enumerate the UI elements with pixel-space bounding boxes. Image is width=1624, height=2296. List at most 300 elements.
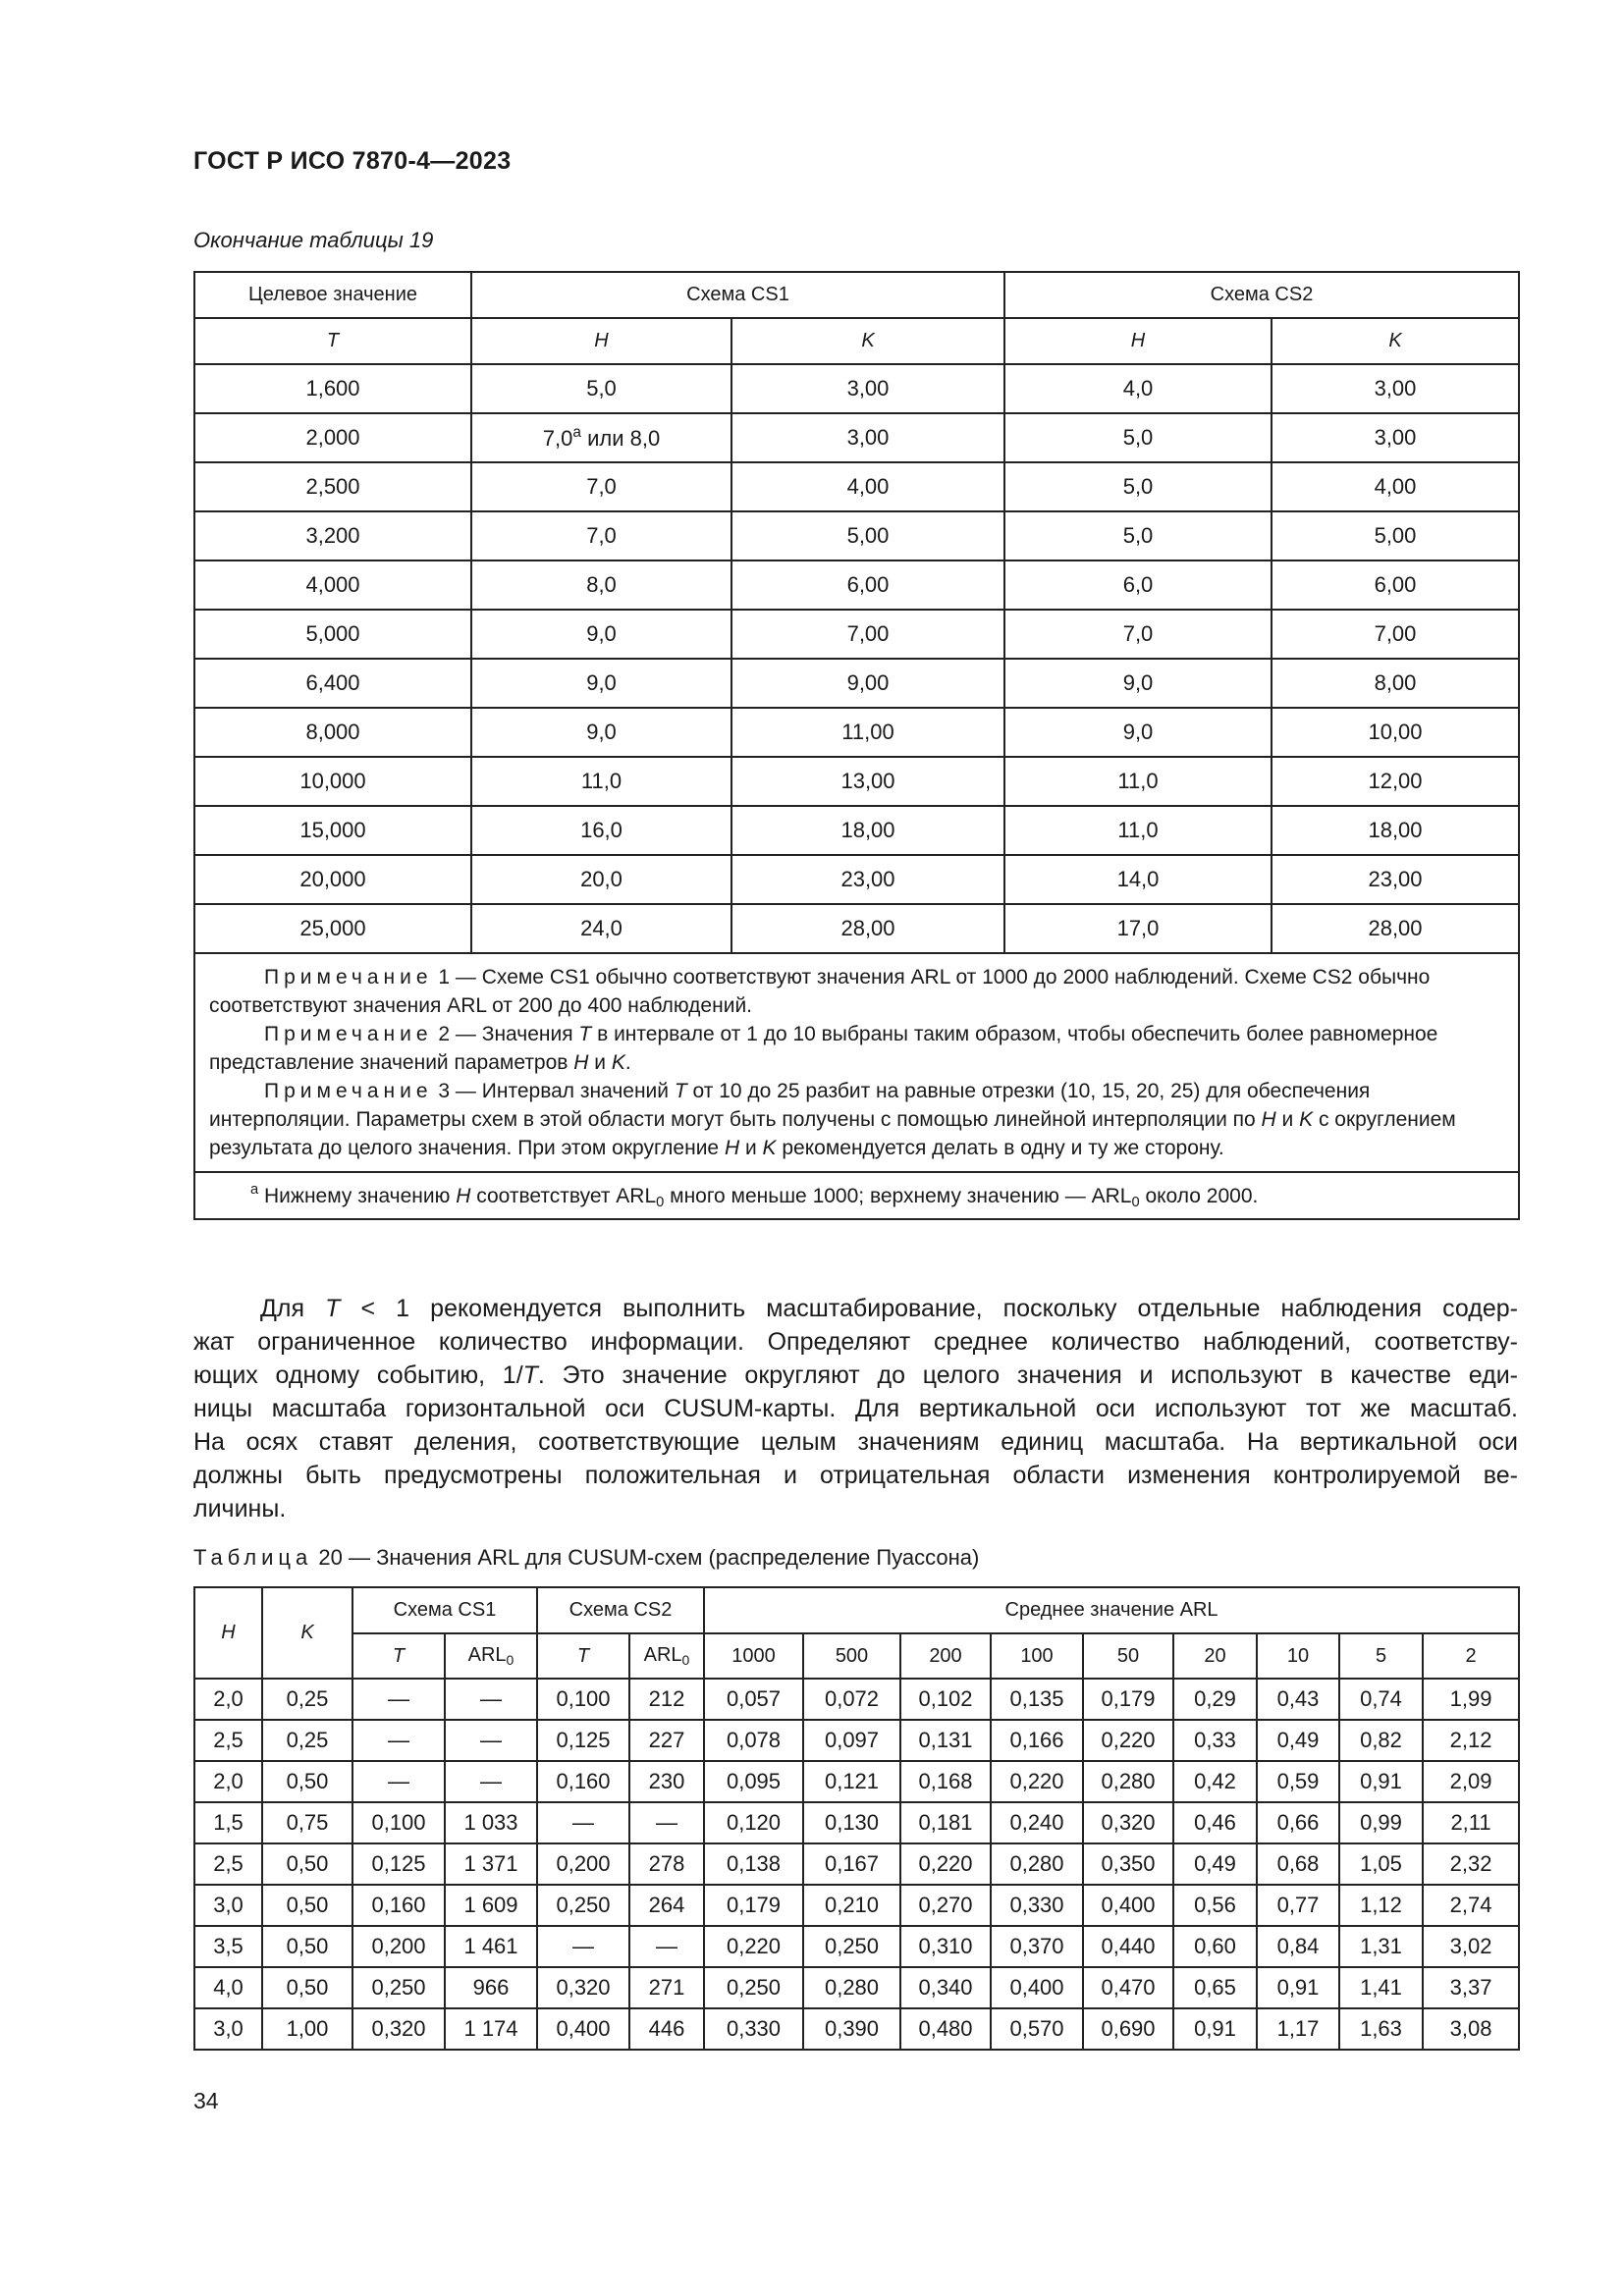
table-19-footnote-row — [194, 1172, 1519, 1219]
header-cs2-arl0 — [629, 1633, 704, 1679]
table-cell: 2,09 — [1423, 1761, 1519, 1802]
cell-value: 8,000 — [305, 720, 360, 744]
table-cell: 0,330 — [991, 1885, 1083, 1926]
footnote-text: много меньше 1000; верхнему значению — ARL — [664, 1184, 1132, 1207]
table-cell: 0,220 — [991, 1761, 1083, 1802]
footnote-text: Нижнему значению — [258, 1184, 457, 1207]
table-cell — [194, 462, 471, 511]
table-cell — [731, 462, 1004, 511]
table-cell — [731, 364, 1004, 413]
table-cell: 0,100 — [537, 1679, 629, 1720]
table-cell — [731, 413, 1004, 462]
table-cell: 1,99 — [1423, 1679, 1519, 1720]
table-cell: 0,56 — [1173, 1885, 1257, 1926]
cell-value: 11,0 — [1117, 818, 1159, 842]
table-cell: 2,0 — [194, 1761, 262, 1802]
table-row — [194, 1885, 1519, 1926]
table-cell: 0,131 — [900, 1720, 991, 1761]
table-cell: 0,095 — [704, 1761, 803, 1802]
table-row — [194, 364, 1519, 413]
table-cell: 0,25 — [262, 1720, 352, 1761]
table-cell: 0,330 — [704, 2008, 803, 2050]
header-k: K — [262, 1587, 352, 1679]
table-cell: 0,49 — [1173, 1843, 1257, 1885]
table-cell: 0,74 — [1339, 1679, 1423, 1720]
cell-value: 10,00 — [1368, 720, 1423, 744]
table-cell: 0,82 — [1339, 1720, 1423, 1761]
table-cell: 0,320 — [352, 2008, 445, 2050]
cell-value: 15,000 — [299, 818, 366, 842]
footnote-text: около 2000. — [1139, 1184, 1259, 1207]
cell-value: 28,00 — [1368, 916, 1423, 940]
table-row — [194, 855, 1519, 904]
note-1 — [209, 963, 1504, 1020]
table-cell: 0,50 — [262, 1926, 352, 1967]
table-cell — [1004, 708, 1272, 757]
cell-value: 9,0 — [586, 720, 617, 744]
table-cell: 0,370 — [991, 1926, 1083, 1967]
table-row — [194, 462, 1519, 511]
table-cell: 0,400 — [537, 2008, 629, 2050]
header-scheme-cs2: Схема CS2 — [537, 1587, 704, 1633]
table-cell: 3,37 — [1423, 1967, 1519, 2008]
table-cell — [1004, 561, 1272, 610]
cell-value: 7,0 — [542, 426, 573, 451]
table-cell: 0,250 — [537, 1885, 629, 1926]
table-cell — [1004, 413, 1272, 462]
table-cell: 278 — [629, 1843, 704, 1885]
note-label: Примечание — [264, 966, 433, 988]
table-cell — [194, 855, 471, 904]
cell-value: 5,000 — [305, 621, 360, 646]
table-19-notes-row — [194, 953, 1519, 1172]
table-cell: 0,91 — [1173, 2008, 1257, 2050]
caption-text: 20 — Значения ARL для CUSUM-схем (распределение Пуассона) — [318, 1545, 980, 1570]
note-text: — Значения — [450, 1023, 579, 1045]
table-19-subheader-row — [194, 318, 1519, 364]
table-cell: 0,250 — [803, 1926, 900, 1967]
symbol-t: T — [578, 1023, 592, 1045]
header-scheme-cs1: Схема CS1 — [352, 1587, 537, 1633]
cell-value: 11,0 — [580, 769, 623, 793]
footnote-text: соответствует ARL — [470, 1184, 657, 1207]
table-cell: 446 — [629, 2008, 704, 2050]
cell-value: 5,0 — [1122, 474, 1154, 499]
table-cell — [1272, 659, 1519, 708]
note-label: Примечание — [264, 1023, 433, 1045]
symbol-t: T — [325, 1295, 341, 1322]
table-cell: 1,12 — [1339, 1885, 1423, 1926]
table-cell: 0,125 — [352, 1843, 445, 1885]
table-cell: 2,11 — [1423, 1802, 1519, 1843]
table-cell: 2,32 — [1423, 1843, 1519, 1885]
table-20-header-row — [194, 1587, 1519, 1633]
table-cell — [194, 659, 471, 708]
table-cell: 0,75 — [262, 1802, 352, 1843]
text: ющих одному событию, 1/ — [193, 1362, 523, 1389]
cell-value: 24,0 — [580, 916, 623, 940]
table-cell: 0,200 — [352, 1926, 445, 1967]
table-cell: 0,84 — [1257, 1926, 1339, 1967]
note-text: рекомендуется делать в одну и ту же сторону. — [776, 1137, 1224, 1159]
table-cell — [471, 757, 731, 806]
page-number: 34 — [193, 2088, 219, 2113]
table-cell — [731, 806, 1004, 855]
table-cell — [471, 610, 731, 659]
table-cell — [1272, 904, 1519, 953]
table-cell: 0,078 — [704, 1720, 803, 1761]
table-row — [194, 1720, 1519, 1761]
table-cell: 0,179 — [704, 1885, 803, 1926]
paragraph-line: ницы масштаба горизонтальной оси CUSUM-карты. Для вертикальной оси используют тот же масштаб. — [193, 1395, 1518, 1422]
header-arl-column: 20 — [1173, 1633, 1257, 1679]
text: ARL — [643, 1644, 682, 1666]
paragraph-line: жат ограниченное количество информации. Определяют среднее количество наблюдений, соответству- — [193, 1328, 1518, 1356]
cell-value: 3,200 — [305, 523, 360, 548]
note-text: в интервале от 1 до 10 выбраны таким образом, чтобы обеспечить более равномерное представление значений параметров — [209, 1023, 1438, 1074]
table-cell: 0,168 — [900, 1761, 991, 1802]
text: ARL — [467, 1644, 507, 1666]
table-cell: — — [445, 1720, 537, 1761]
cell-value: 4,00 — [1374, 474, 1417, 499]
symbol-k: K — [762, 1137, 777, 1159]
table-cell: 2,74 — [1423, 1885, 1519, 1926]
cell-value-suffix: или 8,0 — [580, 426, 661, 451]
table-row — [194, 1843, 1519, 1885]
table-cell: 3,5 — [194, 1926, 262, 1967]
table-cell — [471, 806, 731, 855]
table-cell: 0,480 — [900, 2008, 991, 2050]
cell-value: 9,00 — [846, 670, 890, 695]
symbol-h: H — [1261, 1108, 1276, 1131]
cell-value: 5,0 — [1122, 425, 1154, 450]
table-cell: 0,350 — [1083, 1843, 1173, 1885]
cell-value: 7,0 — [586, 523, 617, 548]
table-cell: 0,25 — [262, 1679, 352, 1720]
header-scheme-cs2: Схема CS2 — [1004, 272, 1519, 318]
table-cell — [194, 561, 471, 610]
table-cell: 0,210 — [803, 1885, 900, 1926]
table-row — [194, 1802, 1519, 1843]
table-cell: 0,50 — [262, 1761, 352, 1802]
table-cell: 0,280 — [1083, 1761, 1173, 1802]
cell-value: 16,0 — [580, 818, 623, 842]
cell-value: 7,00 — [1374, 621, 1417, 646]
paragraph-line: личины. — [193, 1495, 287, 1522]
table-cell — [1004, 610, 1272, 659]
table-cell: 0,33 — [1173, 1720, 1257, 1761]
table-cell: 0,50 — [262, 1843, 352, 1885]
header-cs1-k: K — [731, 318, 1004, 364]
caption-label: Таблица — [193, 1545, 313, 1570]
table-cell: 0,102 — [900, 1679, 991, 1720]
table-cell — [1272, 413, 1519, 462]
cell-value: 4,000 — [305, 572, 360, 597]
cell-value: 2,500 — [305, 474, 360, 499]
table-cell: 1,63 — [1339, 2008, 1423, 2050]
cell-value: 12,00 — [1368, 769, 1423, 793]
table-cell — [194, 511, 471, 561]
note-text: от 10 до 25 разбит на равные отрезки (10, 15, 20, 25) для обеспечения интерполяции. Параметры схем в этой области могут быть получены с помощью линейной интерполяции по — [209, 1080, 1371, 1131]
table-cell: 1,41 — [1339, 1967, 1423, 2008]
table-cell: 0,072 — [803, 1679, 900, 1720]
note-number: 1 — [438, 966, 451, 988]
table-cell — [1272, 610, 1519, 659]
table-cell: 3,0 — [194, 1885, 262, 1926]
table-cell — [1004, 511, 1272, 561]
table-cell: 0,60 — [1173, 1926, 1257, 1967]
header-arl-column: 50 — [1083, 1633, 1173, 1679]
table-cell — [731, 708, 1004, 757]
table-cell: 0,280 — [991, 1843, 1083, 1885]
table-cell: 0,310 — [900, 1926, 991, 1967]
header-cs1-h: H — [471, 318, 731, 364]
cell-value: 8,00 — [1374, 670, 1417, 695]
cell-value: 6,00 — [846, 572, 890, 597]
note-text: и — [588, 1051, 612, 1074]
table-row — [194, 757, 1519, 806]
table-cell: 3,02 — [1423, 1926, 1519, 1967]
cell-value: 25,000 — [299, 916, 366, 940]
table-cell: 0,120 — [704, 1802, 803, 1843]
note-label: Примечание — [264, 1080, 433, 1102]
table-cell: 1 033 — [445, 1802, 537, 1843]
table-cell — [1004, 855, 1272, 904]
cell-value: 17,0 — [1116, 916, 1160, 940]
table-cell: 0,99 — [1339, 1802, 1423, 1843]
table-cell: 966 — [445, 1967, 537, 2008]
header-h: H — [194, 1587, 262, 1679]
header-arl-column: 200 — [900, 1633, 991, 1679]
cell-value: 20,0 — [580, 867, 623, 891]
table-cell: — — [352, 1679, 445, 1720]
table-cell: 0,179 — [1083, 1679, 1173, 1720]
cell-value: 18,00 — [840, 818, 895, 842]
table-cell: 0,250 — [704, 1967, 803, 2008]
cell-value: 9,0 — [1122, 670, 1154, 695]
cell-value: 5,0 — [1122, 523, 1154, 548]
table-cell: 0,340 — [900, 1967, 991, 2008]
note-2 — [209, 1020, 1504, 1077]
symbol-h: H — [573, 1051, 589, 1074]
table-row — [194, 1679, 1519, 1720]
table-row — [194, 659, 1519, 708]
table-cell — [471, 904, 731, 953]
table-cell: 0,470 — [1083, 1967, 1173, 2008]
note-3 — [209, 1077, 1504, 1162]
cell-value: 7,00 — [846, 621, 890, 646]
table-cell: 1,00 — [262, 2008, 352, 2050]
table-cell: 0,138 — [704, 1843, 803, 1885]
table-20-subheader-row — [194, 1633, 1519, 1679]
table-row — [194, 806, 1519, 855]
table-cell — [731, 855, 1004, 904]
table-cell: 0,29 — [1173, 1679, 1257, 1720]
table-cell: — — [629, 1926, 704, 1967]
table-cell: 3,08 — [1423, 2008, 1519, 2050]
cell-value: 5,00 — [846, 523, 890, 548]
table-cell: 0,320 — [1083, 1802, 1173, 1843]
table-cell: 2,0 — [194, 1679, 262, 1720]
table-cell: 0,400 — [991, 1967, 1083, 2008]
cell-value: 6,400 — [305, 670, 360, 695]
table-cell: 1,5 — [194, 1802, 262, 1843]
table-row — [194, 561, 1519, 610]
cell-value: 4,0 — [1122, 376, 1154, 400]
cell-value: 23,00 — [840, 867, 895, 891]
table-cell — [194, 413, 471, 462]
table-cell: 0,400 — [1083, 1885, 1173, 1926]
table-cell: 0,166 — [991, 1720, 1083, 1761]
table-cell — [731, 561, 1004, 610]
table-cell: 0,49 — [1257, 1720, 1339, 1761]
cell-value: 6,0 — [1122, 572, 1154, 597]
cell-value: 8,0 — [586, 572, 617, 597]
paragraph-line — [193, 1292, 1518, 1325]
footnote-mark: a — [572, 424, 581, 441]
table-cell: 227 — [629, 1720, 704, 1761]
table-cell: 0,91 — [1257, 1967, 1339, 2008]
body-paragraph — [193, 1292, 1518, 1525]
table-cell: 1,31 — [1339, 1926, 1423, 1967]
table-cell: 0,320 — [537, 1967, 629, 2008]
table-cell: — — [629, 1802, 704, 1843]
table-cell — [1272, 757, 1519, 806]
cell-value: 3,00 — [846, 425, 890, 450]
table-cell: 0,220 — [900, 1843, 991, 1885]
table-row — [194, 511, 1519, 561]
table-cell — [1004, 364, 1272, 413]
table-cell: 4,0 — [194, 1967, 262, 2008]
table-cell: 0,43 — [1257, 1679, 1339, 1720]
subscript: 0 — [506, 1652, 514, 1668]
table-cell — [731, 610, 1004, 659]
table-cell — [731, 659, 1004, 708]
table-cell: 0,440 — [1083, 1926, 1173, 1967]
table-cell: 0,50 — [262, 1967, 352, 2008]
table-cell: 0,65 — [1173, 1967, 1257, 2008]
note-text: и — [1275, 1108, 1300, 1131]
paragraph-line: На осях ставят деления, соответствующие целым значениям единиц масштаба. На вертикальной оси — [193, 1428, 1518, 1456]
table-row — [194, 1761, 1519, 1802]
table-19-continuation-label: Окончание таблицы 19 — [193, 228, 434, 252]
cell-value: 7,0 — [586, 474, 617, 499]
header-cs2-h: H — [1004, 318, 1272, 364]
symbol-k: K — [1299, 1108, 1314, 1131]
table-row — [194, 1926, 1519, 1967]
cell-value: 9,0 — [586, 670, 617, 695]
table-cell — [194, 364, 471, 413]
table-cell: 0,160 — [352, 1885, 445, 1926]
table-cell: 0,200 — [537, 1843, 629, 1885]
cell-value: 5,0 — [586, 376, 617, 400]
cell-value: 7,0 — [1122, 621, 1154, 646]
table-cell: 0,690 — [1083, 2008, 1173, 2050]
table-row — [194, 708, 1519, 757]
table-cell — [471, 462, 731, 511]
table-row — [194, 2008, 1519, 2050]
table-cell — [731, 904, 1004, 953]
table-row — [194, 413, 1519, 462]
table-cell: 0,91 — [1339, 1761, 1423, 1802]
table-cell — [194, 610, 471, 659]
header-arl-column: 500 — [803, 1633, 900, 1679]
table-cell — [1272, 708, 1519, 757]
subscript: 0 — [681, 1652, 690, 1668]
table-cell — [1004, 904, 1272, 953]
table-19-footnote — [194, 1172, 1519, 1219]
table-cell: 0,167 — [803, 1843, 900, 1885]
table-cell — [1004, 462, 1272, 511]
cell-value: 20,000 — [299, 867, 366, 891]
cell-value: 28,00 — [840, 916, 895, 940]
table-cell: 0,160 — [537, 1761, 629, 1802]
header-mean-arl: Среднее значение ARL — [704, 1587, 1519, 1633]
table-cell: 1 609 — [445, 1885, 537, 1926]
table-cell: 2,12 — [1423, 1720, 1519, 1761]
note-text: с округлением результата до целого значения. При этом округление — [209, 1108, 1456, 1159]
note-text: и — [739, 1137, 763, 1159]
table-cell: 1 461 — [445, 1926, 537, 1967]
table-cell — [1004, 806, 1272, 855]
table-cell — [194, 806, 471, 855]
table-cell — [1272, 511, 1519, 561]
symbol-k: K — [611, 1051, 625, 1074]
cell-value: 18,00 — [1368, 818, 1423, 842]
table-cell: 2,5 — [194, 1720, 262, 1761]
paragraph-line — [193, 1359, 1518, 1392]
table-cell — [471, 511, 731, 561]
table-cell: 1,17 — [1257, 2008, 1339, 2050]
table-20-caption — [193, 1545, 979, 1571]
table-cell: — — [537, 1802, 629, 1843]
table-cell — [194, 904, 471, 953]
cell-value: 9,0 — [586, 621, 617, 646]
table-cell — [471, 364, 731, 413]
table-cell: 230 — [629, 1761, 704, 1802]
table-cell — [471, 413, 731, 462]
header-arl-column: 100 — [991, 1633, 1083, 1679]
table-cell: 0,250 — [352, 1967, 445, 2008]
table-cell: 0,240 — [991, 1802, 1083, 1843]
table-cell: 0,66 — [1257, 1802, 1339, 1843]
table-cell: 0,570 — [991, 2008, 1083, 2050]
table-19-header-row — [194, 272, 1519, 318]
table-19 — [193, 271, 1520, 1220]
table-cell: 0,181 — [900, 1802, 991, 1843]
table-cell: 0,220 — [704, 1926, 803, 1967]
table-cell: 0,77 — [1257, 1885, 1339, 1926]
table-cell: 0,50 — [262, 1885, 352, 1926]
table-cell: — — [445, 1679, 537, 1720]
table-cell: 1 371 — [445, 1843, 537, 1885]
cell-value: 2,000 — [305, 425, 360, 450]
note-text: . — [624, 1051, 631, 1074]
cell-value: 1,600 — [305, 376, 360, 400]
header-cs2-t: T — [537, 1633, 629, 1679]
paragraph-line: должны быть предусмотрены положительная и отрицательная области изменения контролируемой ве- — [193, 1462, 1518, 1489]
cell-value: 9,0 — [1122, 720, 1154, 744]
text: Для — [260, 1295, 326, 1322]
cell-value: 11,00 — [841, 720, 894, 744]
table-cell: 264 — [629, 1885, 704, 1926]
header-target-value: Целевое значение — [194, 272, 471, 318]
table-cell: 0,42 — [1173, 1761, 1257, 1802]
cell-value: 3,00 — [1374, 376, 1417, 400]
table-cell: 1,05 — [1339, 1843, 1423, 1885]
table-cell: 0,100 — [352, 1802, 445, 1843]
header-scheme-cs1: Схема CS1 — [471, 272, 1004, 318]
